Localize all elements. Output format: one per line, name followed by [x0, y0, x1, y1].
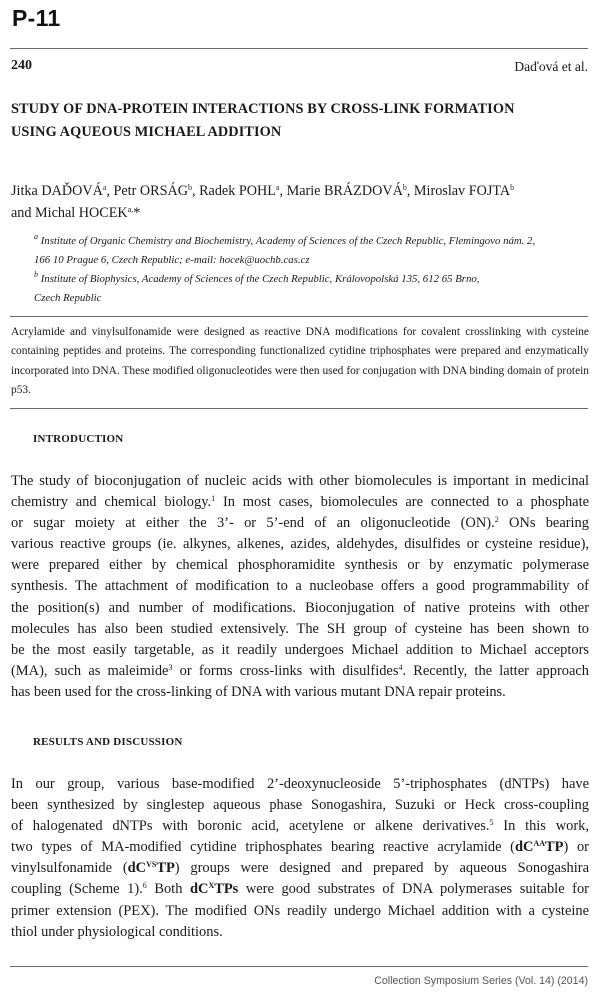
author-3: Radek POHL — [199, 183, 276, 199]
text-line: were prepared either by chemical phosphoramidite synthesis or by enzymatic polymerase — [11, 557, 589, 574]
text-line — [11, 858, 589, 879]
compound-name: TP — [156, 860, 175, 877]
author-1-affil: a — [102, 183, 107, 192]
text-run: ONs bearing — [498, 515, 589, 532]
text-run: ) groups were designed and prepared by aqueous Sonogashira — [174, 860, 589, 877]
text-run: ) or — [563, 839, 589, 856]
text-line: primer extension (PEX). The modified ONs readily undergo Michael addition with a cysteine — [11, 902, 589, 919]
author-2: Petr ORSÁG — [113, 183, 188, 199]
affiliation-a-text: Institute of Organic Chemistry and Biochemistry, Academy of Sciences of the Czech Republic, Flemingovo nám. 2, — [40, 235, 536, 247]
compound-superscript: X — [208, 881, 215, 891]
compound-name: dC — [127, 860, 147, 877]
and-word: and — [11, 205, 36, 221]
text-line: be the most easily targetable, as it readily undergoes Michael addition to Michael acceptors — [11, 641, 589, 658]
text-line — [11, 492, 589, 513]
text-run: of halogenated dNTPs with boronic acid, acetylene or alkene derivatives. — [11, 818, 490, 835]
author-6: Michal HOCEK — [35, 205, 128, 221]
compound-superscript: VS — [146, 860, 157, 870]
results-body — [11, 774, 589, 943]
article-title — [11, 98, 581, 144]
author-2-affil: b — [187, 183, 192, 192]
text-line — [11, 879, 589, 900]
author-1: Jitka DAĎOVÁ — [11, 183, 103, 199]
running-head: Daďová et al. — [514, 59, 588, 74]
text-line: synthesis. The attachment of modification to a nucleobase offers a good programmability of — [11, 578, 589, 595]
abstract: Acrylamide and vinylsulfonamide were designed as reactive DNA modifications for covalent crosslinking with cysteine containing peptides and proteins. The corresponding functionalized cytidine triphosphates were prepared and enzymatically incorporated into DNA. These modified oligonucleotides were then used for conjugation with DNA binding domain of protein p53. — [11, 326, 589, 397]
author-5: Miroslav FOJTA — [413, 183, 511, 199]
separator: , — [279, 183, 287, 199]
text-line: In our group, various base-modified 2’-deoxynucleoside 5’-triphosphates (dNTPs) have — [11, 776, 589, 792]
affiliation-b-line-1 — [34, 270, 590, 289]
text-run: In most cases, biomolecules are connected to a phosphate — [215, 494, 589, 511]
author-line-1 — [11, 180, 591, 202]
author-4-affil: b — [402, 183, 407, 192]
introduction-body — [11, 471, 589, 703]
text-run: coupling (Scheme 1). — [11, 881, 143, 898]
page-code: P-11 — [12, 5, 61, 31]
affiliation-b-text: Institute of Biophysics, Academy of Sciences of the Czech Republic, Královopolská 135, 612 65 Brno, — [40, 273, 480, 285]
author-6-affil: a, — [127, 205, 134, 214]
text-run: were good substrates of DNA polymerases suitable for — [238, 881, 589, 898]
text-line: been synthesized by singlestep aqueous phase Sonogashira, Suzuki or Heck cross-coupling — [11, 797, 589, 814]
citation-ref: 2 — [494, 515, 499, 525]
author-line-2 — [11, 202, 591, 224]
text-line — [11, 816, 589, 837]
text-run: or forms cross-links with disulfides — [172, 662, 399, 679]
introduction-heading: INTRODUCTION — [33, 433, 124, 445]
text-run: vinylsulfonamide ( — [11, 860, 128, 877]
affiliation-a-line-2: 166 10 Prague 6, Czech Republic; e-mail: hocek@uochb.cas.cz — [34, 254, 310, 266]
text-run: Both — [146, 881, 190, 898]
text-line: various reactive groups (ie. alkynes, alkenes, azides, aldehydes, disulfides or cysteine residue), — [11, 536, 589, 553]
text-line: has been used for the cross-linking of DNA with various mutant DNA repair proteins. — [11, 683, 506, 700]
affiliation-b-line-2: Czech Republic — [34, 292, 102, 304]
footer-citation: Collection Symposium Series (Vol. 14) (2014) — [374, 975, 588, 987]
compound-superscript: AA — [533, 839, 546, 849]
header-rule — [10, 48, 588, 49]
compound-name: TPs — [214, 881, 239, 898]
affiliation-b-mark: b — [34, 270, 38, 279]
compound-name: dC — [189, 881, 209, 898]
text-run: In this work, — [493, 818, 589, 835]
affiliation-a-mark: a — [34, 232, 38, 241]
footer-rule — [10, 966, 588, 967]
separator: , — [191, 183, 200, 199]
text-run: two types of MA-modified cytidine triphosphates bearing reactive acrylamide ( — [11, 839, 515, 856]
text-line — [11, 837, 589, 858]
text-line: The study of bioconjugation of nucleic acids with other biomolecules is important in medicinal — [11, 473, 589, 489]
author-5-affil: b — [510, 183, 515, 192]
compound-name: dC — [514, 839, 534, 856]
results-heading: RESULTS AND DISCUSSION — [33, 736, 183, 748]
text-line: thiol under physiological conditions. — [11, 923, 223, 940]
abstract-top-rule — [10, 316, 588, 317]
citation-ref: 5 — [489, 818, 494, 828]
text-line — [11, 513, 589, 534]
text-line: molecules has also been studied extensively. The SH group of cysteine has been shown to — [11, 620, 589, 637]
text-line: the position(s) and number of modifications. Bioconjugation of native proteins with other — [11, 599, 589, 616]
affiliation-a — [34, 232, 590, 270]
citation-ref: 4 — [398, 662, 403, 672]
separator: , — [106, 183, 114, 199]
affiliation-a-line-1 — [34, 232, 590, 251]
text-run: . Recently, the latter approach — [402, 662, 589, 679]
author-list — [11, 180, 591, 224]
text-run: or sugar moiety at either the 3’- or 5’-end of an oligonucleotide (ON). — [11, 515, 495, 532]
author-3-affil: a — [275, 183, 280, 192]
compound-name: TP — [545, 839, 564, 856]
title-line-2: USING AQUEOUS MICHAEL ADDITION — [11, 124, 282, 140]
separator: , — [406, 183, 414, 199]
corresponding-mark: * — [133, 205, 141, 221]
citation-ref: 3 — [168, 662, 173, 672]
text-run: chemistry and chemical biology. — [11, 494, 212, 511]
text-line — [11, 661, 589, 682]
text-run: (MA), such as maleimide — [11, 662, 169, 679]
title-line-1: STUDY OF DNA-PROTEIN INTERACTIONS BY CROSS-LINK FORMATION — [11, 101, 515, 117]
citation-ref: 6 — [142, 881, 147, 891]
author-4: Marie BRÁZDOVÁ — [286, 183, 403, 199]
page-number: 240 — [11, 58, 32, 73]
citation-ref: 1 — [211, 494, 216, 504]
affiliation-b — [34, 270, 590, 308]
abstract-bottom-rule — [10, 408, 588, 409]
